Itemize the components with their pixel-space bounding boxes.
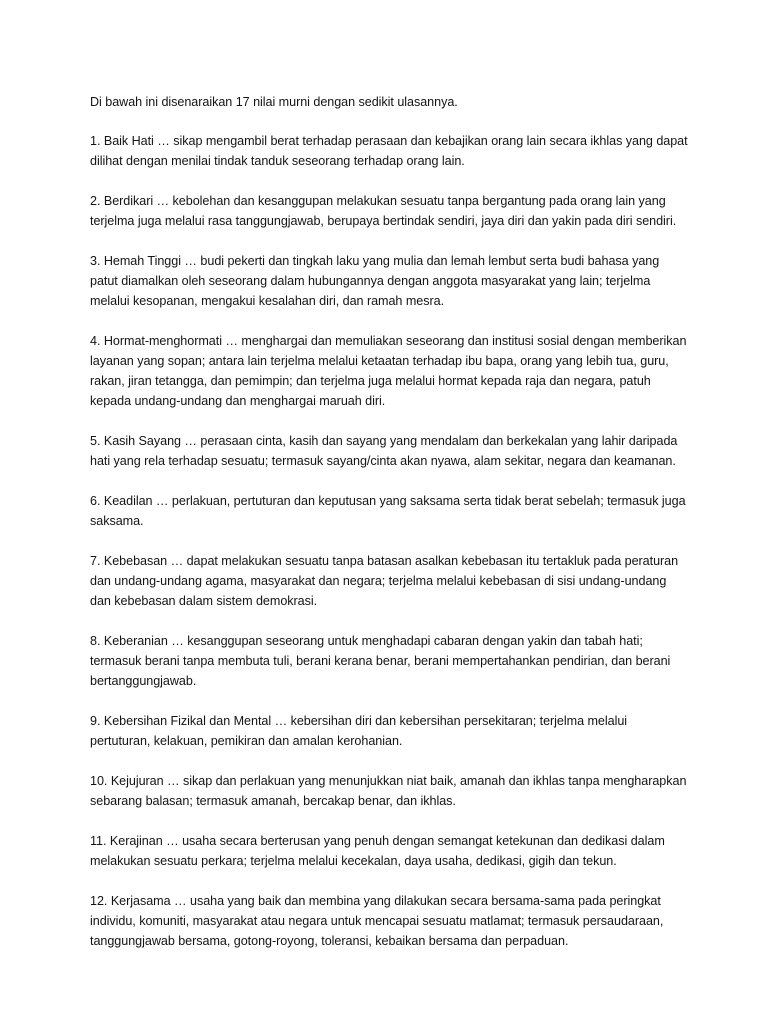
document-body — [90, 92, 690, 971]
item-number: 12. — [90, 894, 108, 908]
value-item — [90, 131, 690, 171]
value-item — [90, 831, 690, 871]
value-item — [90, 711, 690, 751]
item-description: … sikap dan perlakuan yang menunjukkan niat baik, amanah dan ikhlas tanpa mengharapkan sebarang balasan; termasuk amanah, bercakap benar, dan ikhlas. — [90, 774, 687, 808]
item-description: … kesanggupan seseorang untuk menghadapi cabaran dengan yakin dan tabah hati; termasuk berani tanpa membuta tuli, berani kerana benar, berani mempertahankan pendirian, dan berani bertanggungjawab. — [90, 634, 671, 688]
item-description: … dapat melakukan sesuatu tanpa batasan asalkan kebebasan itu tertakluk pada peraturan dan undang-undang agama, masyarakat dan negara; terjelma melalui kebebasan di sisi undang-undang dan kebebasan dalam sistem demokrasi. — [90, 554, 679, 608]
value-item — [90, 251, 690, 311]
item-description: … perasaan cinta, kasih dan sayang yang mendalam dan berkekalan yang lahir daripada hati yang rela terhadap sesuatu; termasuk sayang/cinta akan nyawa, alam sekitar, negara dan keamanan. — [90, 434, 678, 468]
item-description: … usaha secara berterusan yang penuh dengan semangat ketekunan dan dedikasi dalam melakukan sesuatu perkara; terjelma melalui kecekalan, daya usaha, dedikasi, gigih dan tekun. — [90, 834, 665, 868]
item-term: Kasih Sayang — [103, 434, 181, 448]
item-description: … menghargai dan memuliakan seseorang dan institusi sosial dengan memberikan layanan yang sopan; antara lain terjelma melalui ketaatan terhadap ibu bapa, orang yang lebih tua, guru, rakan, jiran tetangga, dan pemimpin; dan terjelma juga melalui hormat kepada raja dan negara, patuh kepada undang-undang dan menghargai maruah diri. — [90, 334, 687, 408]
item-term: Hemah Tinggi — [103, 254, 181, 268]
item-description: … kebersihan diri dan kebersihan persekitaran; terjelma melalui pertuturan, kelakuan, pemikiran dan amalan kerohanian. — [90, 714, 628, 748]
item-number: 9. — [90, 714, 101, 728]
item-term: Keberanian — [103, 634, 168, 648]
item-description: … perlakuan, pertuturan dan keputusan yang saksama serta tidak berat sebelah; termasuk juga saksama. — [90, 494, 686, 528]
value-item — [90, 331, 690, 411]
value-item — [90, 771, 690, 811]
item-number: 3. — [90, 254, 101, 268]
item-term: Kebebasan — [103, 554, 168, 568]
item-description: … sikap mengambil berat terhadap perasaan dan kebajikan orang lain secara ikhlas yang dapat dilihat dengan menilai tindak tanduk seseorang terhadap orang lain. — [90, 134, 688, 168]
item-number: 7. — [90, 554, 101, 568]
item-description: … kebolehan dan kesanggupan melakukan sesuatu tanpa bergantung pada orang lain yang terjelma juga melalui rasa tanggungjawab, berupaya bertindak sendiri, jaya diri dan yakin pada diri sendiri. — [90, 194, 677, 228]
value-item — [90, 491, 690, 531]
item-number: 2. — [90, 194, 101, 208]
item-term: Keadilan — [103, 494, 153, 508]
item-number: 10. — [90, 774, 108, 788]
item-term: Kerajinan — [109, 834, 163, 848]
item-description: … budi pekerti dan tingkah laku yang mulia dan lemah lembut serta budi bahasa yang patut diamalkan oleh seseorang dalam hubungannya dengan anggota masyarakat yang lain; terjelma melalui kesopanan, mengakui kesalahan diri, dan ramah mesra. — [90, 254, 660, 308]
value-item — [90, 891, 690, 951]
item-term: Berdikari — [103, 194, 154, 208]
item-number: 6. — [90, 494, 101, 508]
item-term: Kejujuran — [110, 774, 164, 788]
item-number: 8. — [90, 634, 101, 648]
item-number: 4. — [90, 334, 101, 348]
item-term: Kebersihan Fizikal dan Mental — [103, 714, 272, 728]
intro-paragraph: Di bawah ini disenaraikan 17 nilai murni dengan sedikit ulasannya. — [90, 95, 458, 109]
value-item — [90, 191, 690, 231]
item-term: Kerjasama — [110, 894, 171, 908]
item-term: Hormat-menghormati — [103, 334, 222, 348]
item-number: 1. — [90, 134, 101, 148]
item-description: … usaha yang baik dan membina yang dilakukan secara bersama-sama pada peringkat individu, komuniti, masyarakat atau negara untuk mencapai sesuatu matlamat; termasuk persaudaraan, tanggungjawab bersama, gotong-royong, toleransi, kebaikan bersama dan perpaduan. — [90, 894, 664, 948]
value-item — [90, 431, 690, 471]
item-number: 11. — [90, 834, 107, 848]
item-number: 5. — [90, 434, 101, 448]
value-item — [90, 551, 690, 611]
value-item — [90, 631, 690, 691]
values-list — [90, 131, 690, 951]
item-term: Baik Hati — [103, 134, 154, 148]
